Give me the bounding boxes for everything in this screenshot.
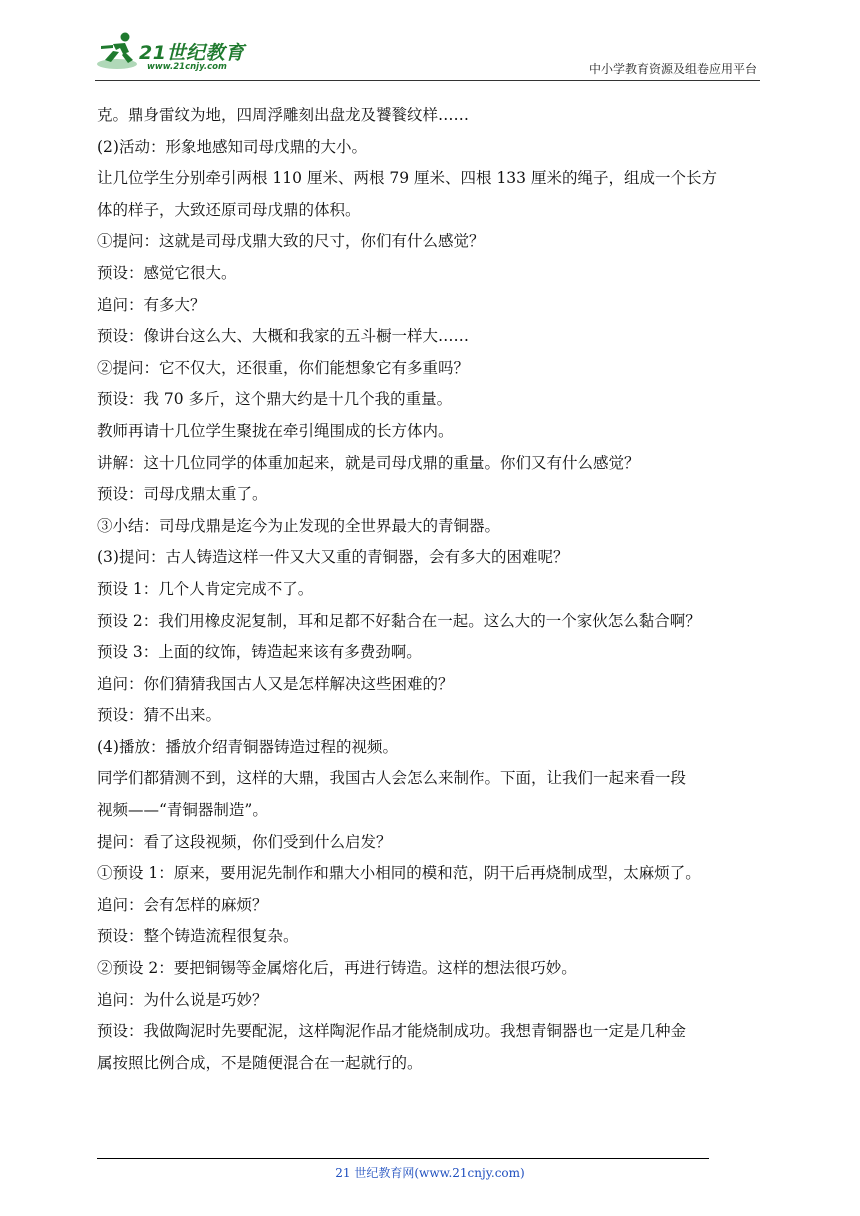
text-line: 体的样子，大致还原司母戊鼎的体积。 bbox=[97, 200, 361, 219]
header-divider bbox=[95, 80, 760, 81]
text-line: 追问：为什么说是巧妙？ bbox=[97, 990, 268, 1009]
page-header bbox=[95, 28, 760, 80]
document-body bbox=[97, 100, 765, 1079]
text-line: (3)提问：古人铸造这样一件又大又重的青铜器，会有多大的困难呢？ bbox=[97, 548, 569, 567]
text-line: 预设：整个铸造流程很复杂。 bbox=[97, 927, 299, 946]
text-line: 预设：感觉它很大。 bbox=[97, 263, 237, 282]
text-line: 同学们都猜测不到，这样的大鼎，我国古人会怎么来制作。下面，让我们一起来看一段 bbox=[97, 769, 687, 788]
runner-logo-icon bbox=[95, 30, 143, 74]
text-line: 教师再请十几位学生聚拢在牵引绳围成的长方体内。 bbox=[97, 421, 454, 440]
text-line: 追问：有多大？ bbox=[97, 295, 206, 314]
text-line: ①预设 1：原来，要用泥先制作和鼎大小相同的模和范，阴干后再烧制成型，太麻烦了。 bbox=[97, 864, 701, 883]
text-line: 预设 2：我们用橡皮泥复制，耳和足都不好黏合在一起。这么大的一个家伙怎么黏合啊？ bbox=[97, 611, 701, 630]
text-line: 预设：我做陶泥时先要配泥，这样陶泥作品才能烧制成功。我想青铜器也一定是几种金 bbox=[97, 1022, 687, 1041]
logo-text: 21世纪教育 bbox=[139, 42, 245, 64]
footer-divider bbox=[97, 1158, 709, 1159]
text-line: 让几位学生分别牵引两根 110 厘米、两根 79 厘米、四根 133 厘米的绳子，组成一个长方 bbox=[97, 169, 717, 188]
platform-title: 中小学教育资源及组卷应用平台 bbox=[588, 62, 757, 76]
text-line: 预设：猜不出来。 bbox=[97, 706, 222, 725]
logo bbox=[95, 28, 265, 78]
text-line: 视频——“青铜器制造”。 bbox=[97, 801, 268, 820]
text-line: 属按照比例合成，不是随便混合在一起就行的。 bbox=[97, 1053, 423, 1072]
text-line: ②预设 2：要把铜锡等金属熔化后，再进行铸造。这样的想法很巧妙。 bbox=[97, 959, 577, 978]
text-line: ①提问：这就是司母戊鼎大致的尺寸，你们有什么感觉？ bbox=[97, 232, 485, 251]
text-line: 预设 3：上面的纹饰，铸造起来该有多费劲啊。 bbox=[97, 643, 422, 662]
text-line: 讲解：这十几位同学的体重加起来，就是司母戊鼎的重量。你们又有什么感觉？ bbox=[97, 453, 640, 472]
text-line: ③小结：司母戊鼎是迄今为止发现的全世界最大的青铜器。 bbox=[97, 516, 501, 535]
text-line: ②提问：它不仅大，还很重，你们能想象它有多重吗？ bbox=[97, 358, 470, 377]
text-line: 追问：你们猜猜我国古人又是怎样解决这些困难的？ bbox=[97, 674, 454, 693]
text-line: (4)播放：播放介绍青铜器铸造过程的视频。 bbox=[97, 737, 398, 756]
text-line: 预设：像讲台这么大、大概和我家的五斗橱一样大…… bbox=[97, 327, 470, 346]
logo-url: www.21cnjy.com bbox=[147, 62, 227, 72]
text-line: 追问：会有怎样的麻烦？ bbox=[97, 895, 268, 914]
text-line: 克。鼎身雷纹为地，四周浮雕刻出盘龙及饕餮纹样…… bbox=[97, 106, 470, 124]
text-line: 提问：看了这段视频，你们受到什么启发？ bbox=[97, 832, 392, 851]
text-line: 预设：司母戊鼎太重了。 bbox=[97, 485, 268, 504]
text-line: 预设：我 70 多斤，这个鼎大约是十几个我的重量。 bbox=[97, 390, 453, 409]
text-line: (2)活动：形象地感知司母戊鼎的大小。 bbox=[97, 137, 367, 156]
text-line: 预设 1：几个人肯定完成不了。 bbox=[97, 579, 314, 598]
footer-text[interactable]: 21 世纪教育网(www.21cnjy.com) bbox=[335, 1166, 525, 1180]
